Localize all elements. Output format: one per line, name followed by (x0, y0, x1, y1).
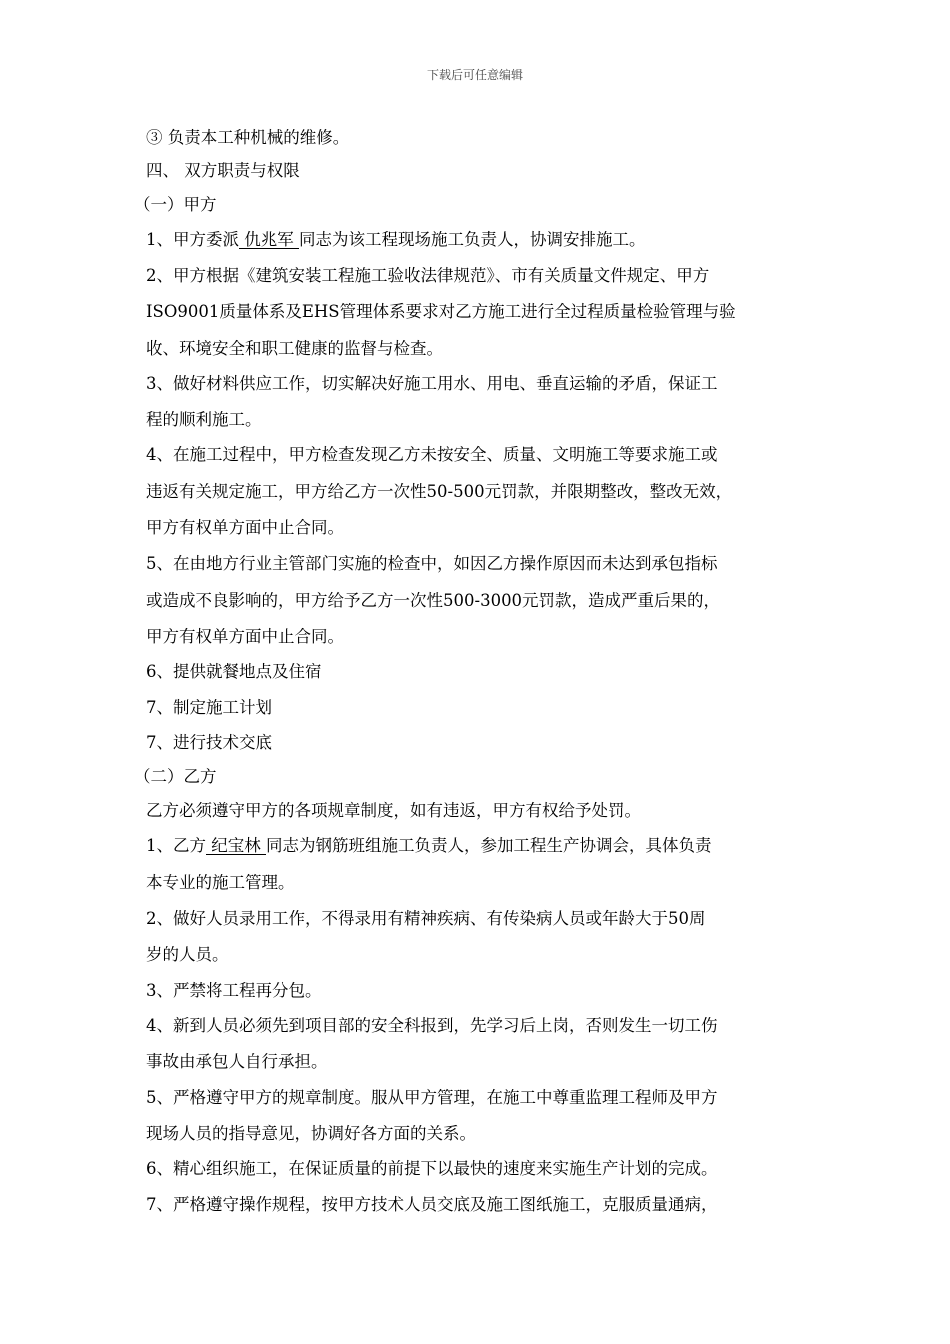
text-line: 岁的人员。 (146, 945, 229, 964)
text-line: 事故由承包人自行承担。 (146, 1052, 328, 1071)
text-line: 现场人员的指导意见，协调好各方面的关系。 (146, 1124, 476, 1143)
text-line: 7、制定施工计划 (146, 698, 272, 717)
text-line: 6、提供就餐地点及住宿 (146, 662, 322, 681)
text-line: 5、严格遵守甲方的规章制度。服从甲方管理，在施工中尊重监理工程师及甲方 (146, 1088, 718, 1107)
text-line: 乙方必须遵守甲方的各项规章制度，如有违返，甲方有权给予处罚。 (146, 801, 641, 820)
text-line: 或造成不良影响的，甲方给予乙方一次性500-3000元罚款，造成严重后果的， (146, 591, 721, 610)
person-name: 纪宝林 (206, 836, 266, 855)
text-line: ISO9001质量体系及EHS管理体系要求对乙方施工进行全过程质量检验管理与验 (146, 302, 736, 321)
subsection-heading: （一）甲方 (134, 195, 217, 214)
text-line: 3、严禁将工程再分包。 (146, 981, 322, 1000)
text-line (146, 838, 712, 855)
text-line: 程的顺利施工。 (146, 410, 262, 429)
subsection-heading: （二）乙方 (134, 767, 217, 786)
text-line: 收、环境安全和职工健康的监督与检查。 (146, 339, 443, 358)
text-segment: 同志为该工程现场施工负责人，协调安排施工。 (299, 230, 646, 249)
text-line: 4、在施工过程中，甲方检查发现乙方未按安全、质量、文明施工等要求施工或 (146, 445, 718, 464)
text-line: 2、甲方根据《建筑安装工程施工验收法律规范》、市有关质量文件规定、甲方 (146, 266, 710, 285)
text-line: 4、新到人员必须先到项目部的安全科报到，先学习后上岗，否则发生一切工伤 (146, 1016, 718, 1035)
text-segment: 1、乙方 (146, 836, 206, 855)
text-line: ③ 负责本工种机械的维修。 (146, 128, 350, 147)
text-line: 3、做好材料供应工作，切实解决好施工用水、用电、垂直运输的矛盾，保证工 (146, 374, 718, 393)
text-line: 7、进行技术交底 (146, 733, 272, 752)
person-name: 仇兆军 (239, 230, 299, 249)
text-line: 7、严格遵守操作规程，按甲方技术人员交底及施工图纸施工，克服质量通病， (146, 1195, 718, 1214)
text-line: 甲方有权单方面中止合同。 (146, 518, 344, 537)
text-line: 5、在由地方行业主管部门实施的检查中，如因乙方操作原因而未达到承包指标 (146, 554, 718, 573)
text-line: 甲方有权单方面中止合同。 (146, 627, 344, 646)
page-header: 下载后可任意编辑 (426, 68, 523, 82)
text-segment: 1、甲方委派 (146, 230, 239, 249)
section-heading: 四、 双方职责与权限 (146, 161, 300, 180)
text-line: 违返有关规定施工，甲方给乙方一次性50-500元罚款，并限期整改，整改无效， (146, 482, 733, 501)
text-segment: 同志为钢筋班组施工负责人，参加工程生产协调会，具体负责 (266, 836, 712, 855)
text-line (146, 232, 646, 249)
text-line: 2、做好人员录用工作，不得录用有精神疾病、有传染病人员或年龄大于50周 (146, 909, 706, 928)
text-line: 6、精心组织施工，在保证质量的前提下以最快的速度来实施生产计划的完成。 (146, 1159, 718, 1178)
text-line: 本专业的施工管理。 (146, 873, 295, 892)
